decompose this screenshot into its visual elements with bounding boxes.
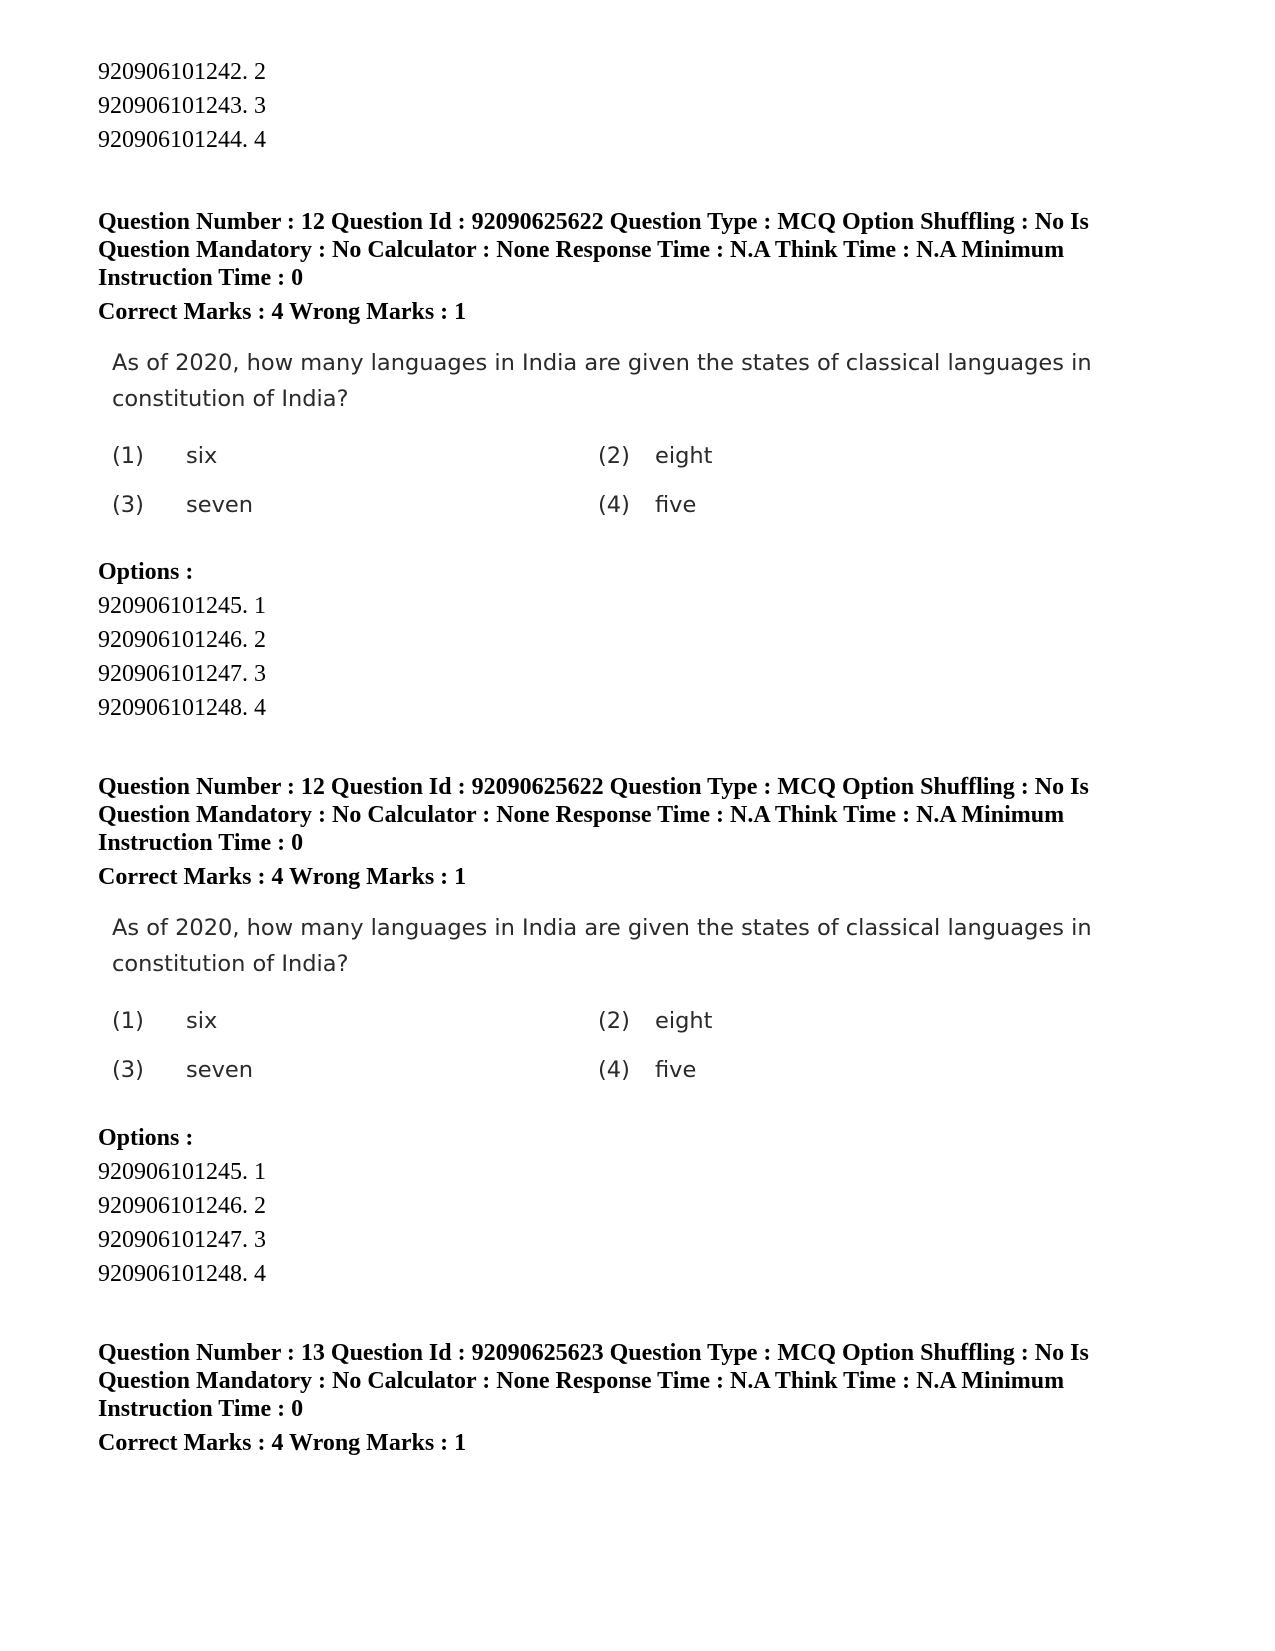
question-header-line: Question Mandatory : No Calculator : None Response Time : N.A Think Time : N.A Minimum xyxy=(98,802,1065,828)
choice-number: (4) xyxy=(598,1057,630,1083)
choice-text: five xyxy=(655,1057,697,1083)
question-header-line: Question Mandatory : No Calculator : None Response Time : N.A Think Time : N.A Minimum xyxy=(98,1368,1065,1394)
option-line: 920906101244. 4 xyxy=(98,127,266,153)
option-line: 920906101248. 4 xyxy=(98,695,266,721)
option-line: 920906101245. 1 xyxy=(98,593,266,619)
options-label: Options : xyxy=(98,1125,194,1151)
option-line: 920906101245. 1 xyxy=(98,1159,266,1185)
choice-text: seven xyxy=(186,1057,253,1083)
question-header-line: Instruction Time : 0 xyxy=(98,1396,304,1422)
question-header-line: Question Number : 12 Question Id : 92090625622 Question Type : MCQ Option Shuffling : No Is xyxy=(98,774,1089,800)
choice-text: eight xyxy=(655,1008,713,1034)
marks-line: Correct Marks : 4 Wrong Marks : 1 xyxy=(98,1430,467,1456)
choice-text: six xyxy=(186,1008,218,1034)
choice-text: eight xyxy=(655,443,713,469)
question-header-line: Instruction Time : 0 xyxy=(98,265,304,291)
question-header-line: Question Number : 12 Question Id : 92090625622 Question Type : MCQ Option Shuffling : No Is xyxy=(98,209,1089,235)
question-header-line: Question Mandatory : No Calculator : None Response Time : N.A Think Time : N.A Minimum xyxy=(98,237,1065,263)
question-text-line: constitution of India? xyxy=(112,951,349,977)
option-line: 920906101247. 3 xyxy=(98,661,266,687)
option-line: 920906101246. 2 xyxy=(98,1193,266,1219)
option-line: 920906101248. 4 xyxy=(98,1261,266,1287)
choice-text: seven xyxy=(186,492,253,518)
choice-number: (3) xyxy=(112,1057,144,1083)
choice-number: (2) xyxy=(598,1008,630,1034)
choice-text: six xyxy=(186,443,218,469)
choice-text: five xyxy=(655,492,697,518)
option-line: 920906101247. 3 xyxy=(98,1227,266,1253)
question-image xyxy=(112,348,1112,538)
option-line: 920906101242. 2 xyxy=(98,59,266,85)
marks-line: Correct Marks : 4 Wrong Marks : 1 xyxy=(98,299,467,325)
marks-line: Correct Marks : 4 Wrong Marks : 1 xyxy=(98,864,467,890)
question-text-line: As of 2020, how many languages in India are given the states of classical languages in xyxy=(112,350,1092,376)
choice-number: (4) xyxy=(598,492,630,518)
option-line: 920906101246. 2 xyxy=(98,627,266,653)
question-header-line: Question Number : 13 Question Id : 92090625623 Question Type : MCQ Option Shuffling : No Is xyxy=(98,1340,1089,1366)
question-header-line: Instruction Time : 0 xyxy=(98,830,304,856)
options-label: Options : xyxy=(98,559,194,585)
choice-number: (1) xyxy=(112,443,144,469)
choice-number: (1) xyxy=(112,1008,144,1034)
question-text-line: constitution of India? xyxy=(112,386,349,412)
choice-number: (3) xyxy=(112,492,144,518)
question-image xyxy=(112,913,1112,1103)
choice-number: (2) xyxy=(598,443,630,469)
option-line: 920906101243. 3 xyxy=(98,93,266,119)
question-text-line: As of 2020, how many languages in India are given the states of classical languages in xyxy=(112,915,1092,941)
